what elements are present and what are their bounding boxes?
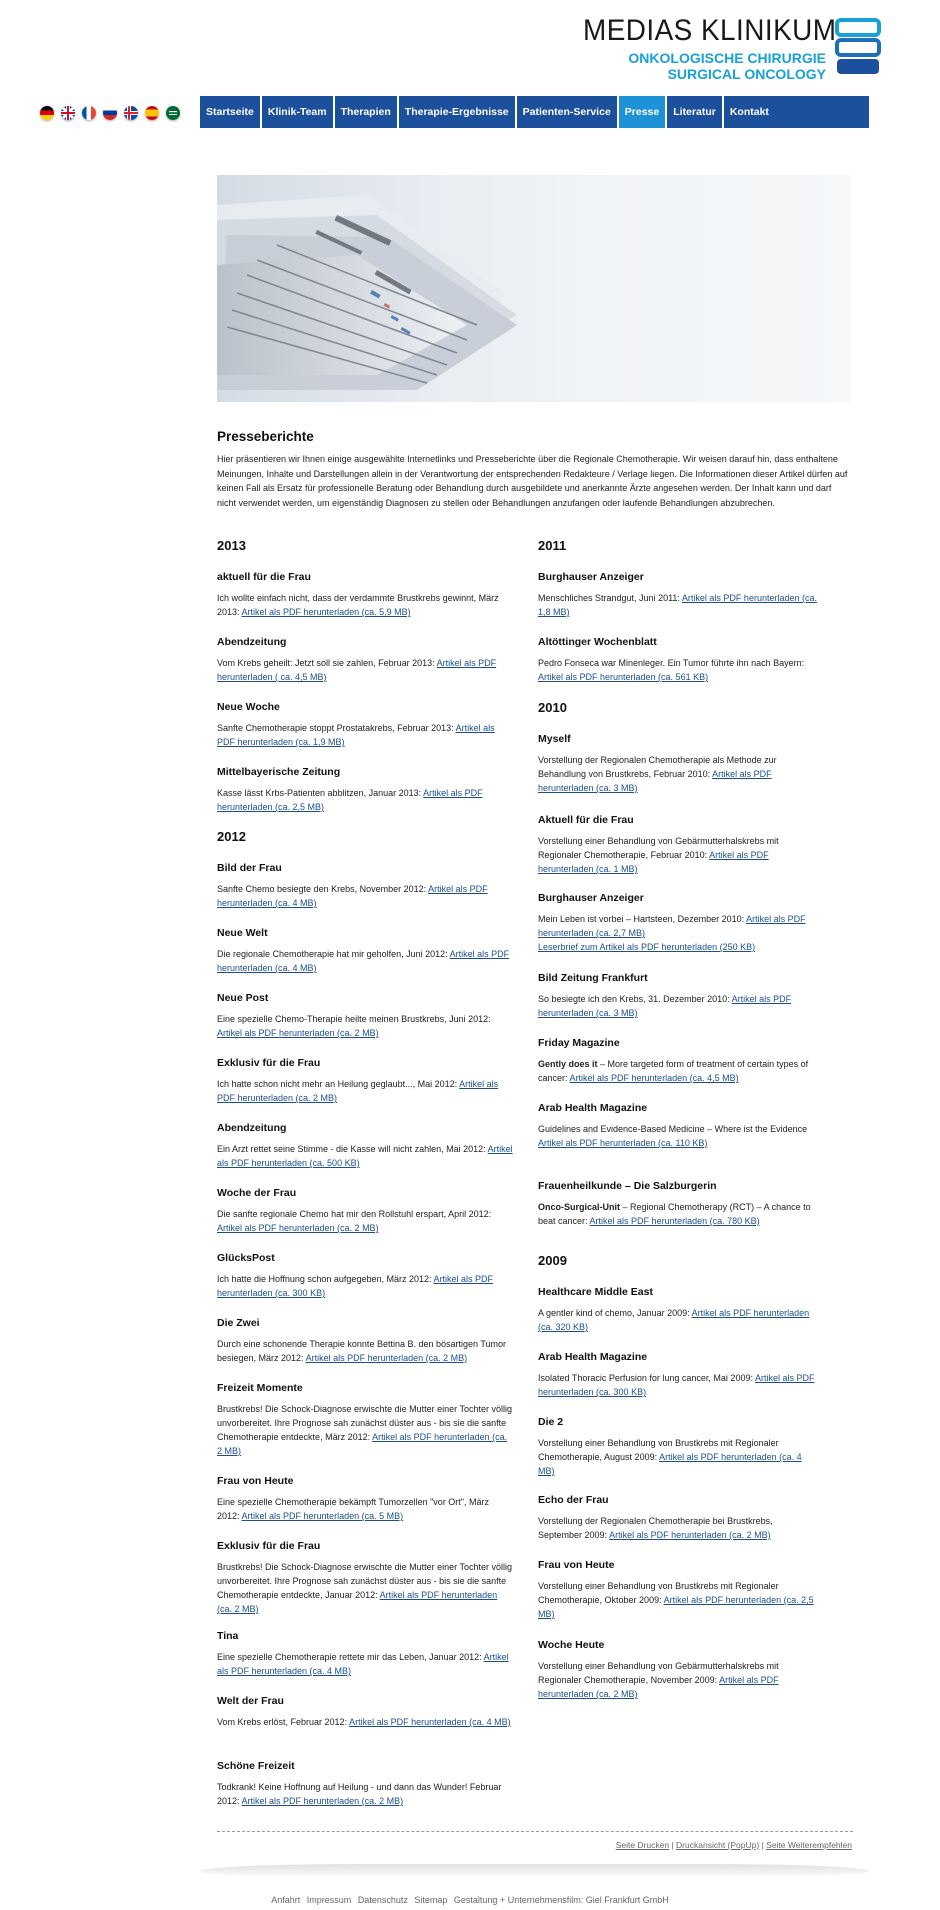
article-text: Brustkrebs! Die Schock-Diagnose erwischte die Mutter einer Tochter völlig unvorbereitet. Ihre Prognose sah zunächst düster aus - bis sie die sanfte Chemotherapie entdeckte, Januar 2012: [217, 1562, 512, 1600]
publication-title: Mittelbayerische Zeitung [217, 766, 341, 778]
article-description [217, 591, 514, 619]
logo-subtitle-de: ONKOLOGISCHE CHIRURGIE [628, 50, 826, 66]
article-text: So besiegte ich den Krebs, 31. Dezember 2010: [538, 994, 732, 1004]
article-description [538, 1306, 818, 1334]
article-text: Vorstellung einer Behandlung von Gebärmutterhalskrebs mit Regionaler Chemotherapie, November 2009: [538, 1661, 779, 1685]
publication-title: Frauenheilkunde – Die Salzburgerin [538, 1180, 717, 1192]
publication-title: Neue Post [217, 992, 269, 1004]
hero-newspaper-image [217, 175, 850, 402]
pdf-download-link[interactable]: Artikel als PDF herunterladen (ca. 561 KB) [538, 672, 709, 682]
article-description [217, 1272, 514, 1300]
article-description [538, 656, 818, 684]
footer-link-credits[interactable]: Gestaltung + Unternehmensfilm: Giel Frankfurt GmbH [453, 1895, 669, 1905]
pdf-download-link[interactable]: Artikel als PDF herunterladen (ca. 5 MB) [241, 1511, 404, 1521]
article-description [217, 656, 514, 684]
pdf-download-link[interactable]: Artikel als PDF herunterladen (ca. 4 MB) [217, 949, 510, 973]
article-text: Sanfte Chemo besiegte den Krebs, November 2012: [217, 884, 429, 894]
article-description [217, 721, 514, 749]
footer-link-datenschutz[interactable]: Datenschutz [357, 1895, 408, 1905]
nav-item-kontakt[interactable]: Kontakt [729, 106, 769, 118]
article-description [538, 591, 818, 619]
publication-title: Exklusiv für die Frau [217, 1540, 321, 1552]
article-text: Ein Arzt rettet seine Stimme - die Kasse will nicht zahlen, Mai 2012: [217, 1144, 488, 1154]
article-text: Eine spezielle Chemo-Therapie heilte meinen Brustkrebs, Juni 2012: [217, 1014, 491, 1024]
article-text: Durch eine schonende Therapie konnte Bettina B. den bösartigen Tumor besiegen, März 2012: [217, 1339, 507, 1363]
pdf-download-link[interactable]: Artikel als PDF herunterladen (ca. 3 MB) [538, 994, 792, 1018]
flag-ru-icon[interactable] [103, 106, 117, 120]
nav-item-therapie-ergebnisse[interactable]: Therapie-Ergebnisse [399, 96, 517, 128]
article-text: A gentler kind of chemo, Januar 2009: [538, 1308, 692, 1318]
nav-item-startseite[interactable]: Startseite [200, 96, 262, 128]
main-navigation [200, 96, 869, 128]
publication-title: Arab Health Magazine [538, 1102, 648, 1114]
article-text: Vom Krebs erlöst, Februar 2012: [217, 1717, 350, 1727]
footer-divider [217, 1831, 853, 1832]
pdf-download-link[interactable]: Artikel als PDF herunterladen (ca. 2,5 MB) [217, 788, 483, 812]
pdf-download-link[interactable]: Artikel als PDF herunterladen (ca. 4 MB) [349, 1717, 511, 1727]
article-description [217, 1142, 514, 1170]
article-description [217, 1077, 514, 1105]
article-description [538, 1200, 818, 1228]
print-page-link[interactable]: Seite Drucken [615, 1840, 670, 1850]
year-heading-2012: 2012 [217, 829, 246, 844]
pdf-download-link[interactable]: Artikel als PDF herunterladen (ca. 3 MB) [538, 769, 772, 793]
article-text: Ich wollte einfach nicht, dass der verdammte Brustkrebs gewinnt, März 2013: [217, 593, 499, 617]
article-text: Menschliches Strandgut, Juni 2011: [538, 593, 682, 603]
article-description [217, 1012, 514, 1040]
pdf-download-link[interactable]: Artikel als PDF herunterladen (ca. 2,7 MB) [538, 914, 806, 938]
page-tools [616, 1840, 852, 1850]
pdf-download-link[interactable]: Artikel als PDF herunterladen (ca. 4,5 MB) [569, 1073, 739, 1083]
flag-fr-icon[interactable] [82, 106, 96, 120]
article-text: Mein Leben ist vorbei – Hartsteen, Dezember 2010: [538, 914, 747, 924]
publication-title: Welt der Frau [217, 1695, 284, 1707]
article-text: Isolated Thoracic Perfusion for lung cancer, Mai 2009: [538, 1373, 755, 1383]
article-description [217, 882, 514, 910]
article-lead: Gently does it [538, 1059, 598, 1069]
newspaper-stack-illustration [217, 175, 850, 402]
pdf-download-link[interactable]: Artikel als PDF herunterladen (ca. 2 MB) [217, 1590, 498, 1614]
article-description [217, 1650, 514, 1678]
pdf-download-link[interactable]: Artikel als PDF herunterladen (ca. 1,9 MB) [217, 723, 495, 747]
article-description [538, 1436, 818, 1478]
nav-item-klinik-team[interactable]: Klinik-Team [262, 96, 335, 128]
publication-title: Woche der Frau [217, 1187, 297, 1199]
article-description [538, 753, 818, 795]
pdf-download-link[interactable]: Artikel als PDF herunterladen (ca. 1 MB) [538, 850, 769, 874]
flag-de-icon[interactable] [40, 106, 54, 120]
publication-title: Schöne Freizeit [217, 1760, 295, 1772]
footer-link-sitemap[interactable]: Sitemap [414, 1895, 448, 1905]
publication-title: Die 2 [538, 1416, 564, 1428]
pdf-download-link[interactable]: Artikel als PDF herunterladen (ca. 2 MB) [305, 1353, 468, 1363]
article-description [217, 1715, 514, 1729]
year-heading-2013: 2013 [217, 538, 246, 553]
intro-text: Hier präsentieren wir Ihnen einige ausgewählte Internetlinks und Presseberichte über die Regionale Chemotherapie. Wir weisen darauf hin, dass enthaltene Meinungen, Inhalte und Darstellungen allein in der Verantwortung der entsprechenden Redakteure / Verlage liegen. Die Informationen dieser Artikel dürfen auf keinen Fall als Ersatz für professionelle Beratung oder Behandlung durch ausgebildete und anerkannte Ärzte angesehen werden. Der Inhalt kann und darf nicht verwendet werden, um eigenständig Diagnosen zu stellen oder Behandlungen anzufangen oder laufende Behandlungen abzubrechen. [217, 454, 848, 508]
clinic-logo[interactable] [583, 14, 883, 82]
pdf-download-link[interactable]: Artikel als PDF herunterladen (ca. 2 MB) [217, 1432, 508, 1456]
article-description [538, 1514, 818, 1542]
publication-title: Woche Heute [538, 1639, 605, 1651]
publication-title: Aktuell für die Frau [538, 814, 634, 826]
article-description [538, 1122, 818, 1150]
publication-title: Abendzeitung [217, 1122, 287, 1134]
nav-item-literatur[interactable]: Literatur [667, 96, 724, 128]
separator: | [761, 1840, 764, 1850]
article-description [217, 1207, 514, 1235]
article-text: Vorstellung einer Behandlung von Brustkrebs mit Regionaler Chemotherapie, August 2009: [538, 1438, 779, 1462]
article-text: – Regional Chemotherapy (RCT) – A chance to beat cancer: [538, 1202, 811, 1226]
article-text: Eine spezielle Chemotherapie rettete mir das Leben, Januar 2012: [217, 1652, 484, 1662]
article-text: Ich hatte schon nicht mehr an Heilung geglaubt..., Mai 2012: [217, 1079, 460, 1089]
publication-title: Frau von Heute [538, 1559, 615, 1571]
article-description [538, 1659, 818, 1701]
footer-links [0, 1895, 940, 1905]
article-description [217, 1495, 514, 1523]
publication-title: Neue Woche [217, 701, 280, 713]
pdf-download-link[interactable]: Artikel als PDF herunterladen (ca. 300 KB) [538, 1373, 815, 1397]
article-description [538, 834, 818, 876]
article-text: Vorstellung der Regionalen Chemotherapie bei Brustkrebs, September 2009: [538, 1516, 773, 1540]
pdf-download-link[interactable]: Artikel als PDF herunterladen (ca. 5,9 MB) [241, 607, 411, 617]
flag-sa-icon[interactable] [166, 106, 180, 120]
publication-title: Myself [538, 733, 571, 745]
article-text: Sanfte Chemotherapie stoppt Prostatakrebs, Februar 2013: [217, 723, 456, 733]
article-text: Todkrank! Keine Hoffnung auf Heilung - und dann das Wunder! Februar 2012: [217, 1782, 502, 1806]
article-text: Kasse lässt Krbs-Patienten abblitzen, Januar 2013: [217, 788, 424, 798]
publication-title: Healthcare Middle East [538, 1286, 653, 1298]
separator: | [671, 1840, 674, 1850]
publication-title: Frau von Heute [217, 1475, 294, 1487]
print-view-link[interactable]: Druckansicht (PopUp) [676, 1840, 760, 1850]
pdf-download-link[interactable]: Artikel als PDF herunterladen (ca. 1,8 MB) [538, 593, 817, 617]
flag-en-icon[interactable] [61, 106, 75, 120]
article-text: Pedro Fonseca war Minenleger. Ein Tumor führte ihn nach Bayern: [538, 658, 805, 668]
article-text: Die regionale Chemotherapie hat mir geholfen, Juni 2012: [217, 949, 450, 959]
publication-title: Burghauser Anzeiger [538, 892, 644, 904]
nav-item-therapien[interactable]: Therapien [335, 96, 399, 128]
pdf-download-link[interactable]: Artikel als PDF herunterladen (ca. 300 KB) [217, 1274, 494, 1298]
pdf-download-link[interactable]: Artikel als PDF herunterladen (ca. 500 KB) [217, 1144, 513, 1168]
footer-link-impressum[interactable]: Impressum [306, 1895, 352, 1905]
article-description [217, 947, 514, 975]
pdf-download-link[interactable]: Artikel als PDF herunterladen ( ca. 4,5 MB) [217, 658, 497, 682]
article-description [217, 1402, 514, 1458]
publication-title: Tina [217, 1630, 239, 1642]
language-switcher [40, 106, 180, 120]
publication-title: Altöttinger Wochenblatt [538, 636, 657, 648]
article-description [538, 1579, 818, 1621]
year-heading-2011: 2011 [538, 538, 567, 553]
pdf-download-link[interactable]: Artikel als PDF herunterladen (ca. 2 MB) [217, 1223, 379, 1233]
pdf-download-link[interactable]: Artikel als PDF herunterladen (ca. 110 KB) [538, 1138, 708, 1148]
article-description [217, 1780, 514, 1808]
footer-link-anfahrt[interactable]: Anfahrt [271, 1895, 301, 1905]
logo-title: MEDIAS KLINIKUM [583, 14, 837, 47]
year-heading-2010: 2010 [538, 700, 567, 715]
article-description [538, 1371, 818, 1399]
nav-item-presse[interactable]: Presse [619, 96, 667, 128]
article-description [217, 1560, 514, 1616]
article-description [538, 1057, 818, 1085]
article-text: – More targeted form of treatment of certain types of cancer: [538, 1059, 809, 1083]
page-title: Presseberichte [217, 429, 314, 444]
pdf-download-link[interactable]: Artikel als PDF herunterladen (ca. 320 KB) [538, 1308, 810, 1332]
publication-title: Bild der Frau [217, 862, 282, 874]
flag-es-icon[interactable] [145, 106, 159, 120]
pdf-download-link[interactable]: Artikel als PDF herunterladen (ca. 780 KB) [589, 1216, 760, 1226]
year-heading-2009: 2009 [538, 1253, 567, 1268]
article-lead: Onco-Surgical-Unit [538, 1202, 621, 1212]
publication-title: GlücksPost [217, 1252, 275, 1264]
footer-shadow [200, 1864, 869, 1878]
flag-is-icon[interactable] [124, 106, 138, 120]
nav-item-patienten-service[interactable]: Patienten-Service [517, 96, 619, 128]
article-description [538, 992, 818, 1020]
publication-title: Neue Welt [217, 927, 268, 939]
article-text: Guidelines and Evidence-Based Medicine – Where ist the Evidence [538, 1124, 808, 1134]
article-text: Vorstellung einer Behandlung von Brustkrebs mit Regionaler Chemotherapie, Oktober 2009: [538, 1581, 779, 1605]
publication-title: Exklusiv für die Frau [217, 1057, 321, 1069]
logo-mark-icon [835, 18, 883, 76]
article-text: Brustkrebs! Die Schock-Diagnose erwischte die Mutter einer Tochter völlig unvorbereitet. Ihre Prognose sah zunächst düster aus - bis sie die sanfte Chemotherapie entdeckte, März 2012: [217, 1404, 512, 1442]
article-description [217, 786, 514, 814]
publication-title: Echo der Frau [538, 1494, 609, 1506]
pdf-download-link[interactable]: Artikel als PDF herunterladen (ca. 2,5 MB) [538, 1595, 814, 1619]
article-text: Vorstellung einer Behandlung von Gebärmutterhalskrebs mit Regionaler Chemotherapie, Februar 2010: [538, 836, 779, 860]
article-text: Ich hatte die Hoffnung schon aufgegeben, März 2012: [217, 1274, 434, 1284]
article-text: Eine spezielle Chemotherapie bekämpft Tumorzellen "vor Ort", März 2012: [217, 1497, 490, 1521]
publication-title: Friday Magazine [538, 1037, 620, 1049]
logo-subtitle-en: SURGICAL ONCOLOGY [667, 66, 826, 82]
article-text: Vom Krebs geheilt: Jetzt soll sie zahlen, Februar 2013: [217, 658, 437, 668]
pdf-download-link[interactable]: Artikel als PDF herunterladen (ca. 2 MB) [538, 1675, 779, 1699]
pdf-download-link[interactable]: Artikel als PDF herunterladen (ca. 2 MB) [217, 1079, 499, 1103]
pdf-download-link-secondary[interactable]: Leserbrief zum Artikel als PDF herunterladen (250 KB) [538, 942, 756, 952]
publication-title: Arab Health Magazine [538, 1351, 648, 1363]
pdf-download-link[interactable]: Artikel als PDF herunterladen (ca. 4 MB) [217, 1652, 509, 1676]
publication-title: Freizeit Momente [217, 1382, 303, 1394]
article-description [538, 912, 818, 954]
pdf-download-link[interactable]: Artikel als PDF herunterladen (ca. 2 MB) [241, 1796, 404, 1806]
article-description [217, 1337, 514, 1365]
pdf-download-link[interactable]: Artikel als PDF herunterladen (ca. 2 MB) [217, 1028, 379, 1038]
recommend-page-link[interactable]: Seite Weiterempfehlen [766, 1840, 852, 1850]
publication-title: Abendzeitung [217, 636, 287, 648]
pdf-download-link[interactable]: Artikel als PDF herunterladen (ca. 4 MB) [217, 884, 488, 908]
article-text: Vorstellung der Regionalen Chemotherapie als Methode zur Behandlung von Brustkrebs, Februar 2010: [538, 755, 777, 779]
pdf-download-link[interactable]: Artikel als PDF herunterladen (ca. 2 MB) [609, 1530, 771, 1540]
publication-title: Bild Zeitung Frankfurt [538, 972, 648, 984]
article-text: Die sanfte regionale Chemo hat mir den Rollstuhl erspart, April 2012: [217, 1209, 492, 1219]
pdf-download-link[interactable]: Artikel als PDF herunterladen (ca. 4 MB) [538, 1452, 802, 1476]
publication-title: Burghauser Anzeiger [538, 571, 644, 583]
publication-title: aktuell für die Frau [217, 571, 311, 583]
publication-title: Die Zwei [217, 1317, 260, 1329]
